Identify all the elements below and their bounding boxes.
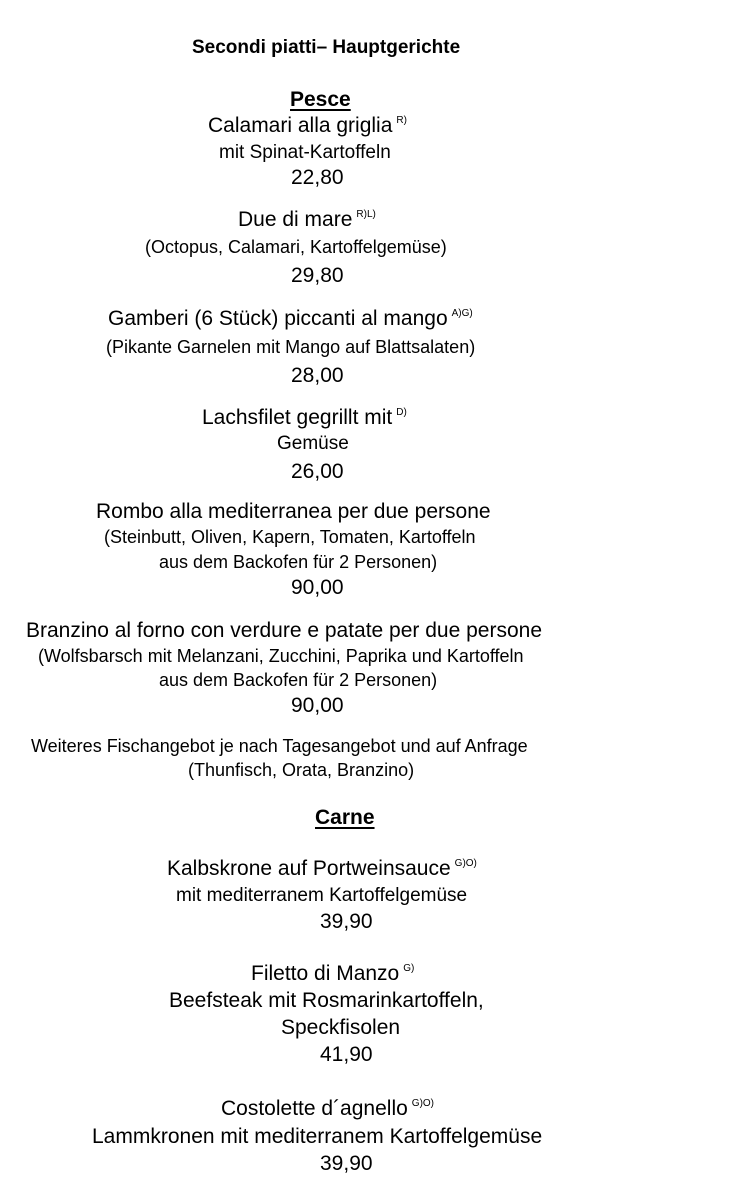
dish-name-text: Calamari alla griglia [208, 114, 393, 137]
dish-description: (Octopus, Calamari, Kartoffelgemüse) [145, 237, 447, 257]
allergen-codes: R)L) [356, 209, 376, 220]
dish-price: 39,90 [320, 1152, 373, 1175]
dish-description: Lammkronen mit mediterranem Kartoffelgemüse [92, 1125, 543, 1148]
dish-name-text: Due di mare [238, 208, 353, 231]
dish-price: 26,00 [291, 460, 344, 483]
dish-description: (Steinbutt, Oliven, Kapern, Tomaten, Kartoffeln [104, 527, 476, 547]
dish-name-text: Gamberi (6 Stück) piccanti al mango [108, 307, 448, 330]
section-heading-carne: Carne [315, 806, 375, 829]
dish-name [202, 407, 407, 428]
allergen-codes: R) [396, 115, 407, 126]
allergen-codes: A)G) [451, 308, 473, 319]
dish-description: Speckfisolen [281, 1016, 401, 1039]
dish-description: aus dem Backofen für 2 Personen) [159, 670, 438, 690]
dish-name-text: Branzino al forno con verdure e patate per due persone [26, 619, 543, 642]
dish-name [167, 858, 477, 879]
dish-description: Gemüse [277, 433, 349, 454]
dish-name [238, 209, 376, 230]
dish-price: 41,90 [320, 1043, 373, 1066]
allergen-codes: G)O) [454, 858, 477, 869]
dish-name-text: Rombo alla mediterranea per due persone [96, 500, 491, 523]
dish-price: 29,80 [291, 264, 344, 287]
dish-price: 90,00 [291, 576, 344, 599]
dish-description: aus dem Backofen für 2 Personen) [159, 552, 438, 572]
dish-description: (Wolfsbarsch mit Melanzani, Zucchini, Paprika und Kartoffeln [38, 646, 524, 666]
dish-name [96, 501, 491, 522]
section-heading-pesce: Pesce [290, 88, 351, 111]
dish-description: mit Spinat-Kartoffeln [219, 142, 391, 163]
dish-price: 22,80 [291, 166, 344, 189]
allergen-codes: G) [403, 963, 415, 974]
dish-name [26, 620, 542, 641]
dish-name-text: Lachsfilet gegrillt mit [202, 406, 393, 429]
page-title: Secondi piatti– Hauptgerichte [192, 37, 461, 58]
allergen-codes: D) [396, 407, 407, 418]
dish-description: mit mediterranem Kartoffelgemüse [176, 885, 468, 906]
fish-offer-note-detail: (Thunfisch, Orata, Branzino) [188, 760, 415, 780]
dish-name [208, 115, 407, 136]
dish-name-text: Costolette d´agnello [221, 1097, 408, 1120]
dish-description: (Pikante Garnelen mit Mango auf Blattsalaten) [106, 337, 476, 357]
dish-price: 90,00 [291, 694, 344, 717]
fish-offer-note: Weiteres Fischangebot je nach Tagesangebot und auf Anfrage [31, 736, 528, 756]
dish-name [108, 308, 473, 329]
dish-price: 39,90 [320, 910, 373, 933]
dish-name [221, 1098, 434, 1119]
allergen-codes: G)O) [411, 1098, 435, 1109]
dish-name-text: Filetto di Manzo [251, 962, 400, 985]
dish-description: Beefsteak mit Rosmarinkartoffeln, [169, 989, 484, 1012]
dish-name-text: Kalbskrone auf Portweinsauce [167, 857, 451, 880]
dish-price: 28,00 [291, 364, 344, 387]
dish-name [251, 963, 414, 984]
